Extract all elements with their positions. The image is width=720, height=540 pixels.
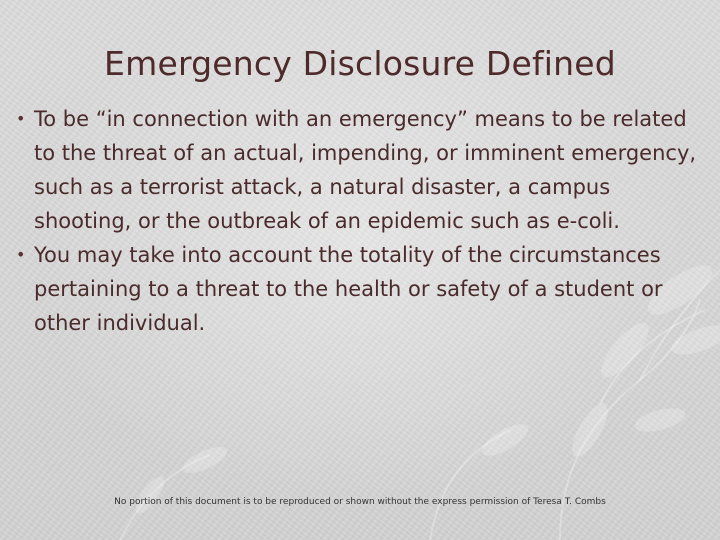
bullet-text: To be “in connection with an emergency” means to be related to the threat of an actual, impending, or imminent emergency, such as a terrorist attack, a natural disaster, a campus shooting, or the outbreak of an epidemic such as e-coli.: [34, 107, 697, 233]
copyright-footer: No portion of this document is to be reproduced or shown without the express permission of Teresa T. Combs: [114, 497, 606, 507]
bullet-item: [14, 238, 704, 340]
bullet-list: [14, 102, 704, 340]
bullet-text: You may take into account the totality of the circumstances pertaining to a threat to the health or safety of a student or other individual.: [34, 243, 663, 335]
bullet-icon: •: [16, 245, 26, 264]
bullet-icon: •: [16, 109, 26, 128]
bullet-item: [14, 102, 704, 238]
slide-title: Emergency Disclosure Defined: [104, 44, 616, 83]
